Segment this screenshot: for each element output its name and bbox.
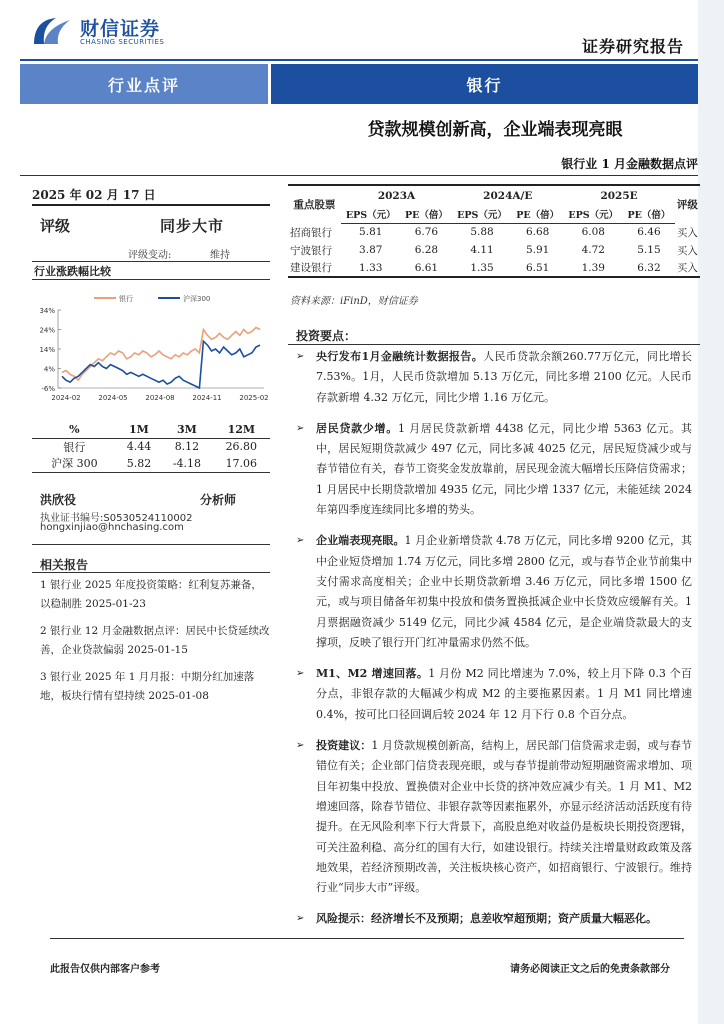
stock-name: 宁波银行 [290, 244, 332, 257]
table-row [288, 241, 700, 259]
point-keyword: 风险提示：经济增长不及预期；息差收窄超预期；资产质量大幅恶化。 [316, 912, 657, 926]
legend-label: 银行 [119, 295, 133, 303]
footer-left: 此报告仅供内部客户参考 [50, 964, 160, 975]
related-reports-title: 相关报告 [40, 558, 89, 572]
valuation-cell: 3.87 [359, 244, 383, 256]
investment-points [296, 347, 692, 941]
logo-name: 财信证券 [80, 18, 161, 40]
point-keyword: 央行发布1月金融统计数据报告。 [316, 350, 484, 363]
col-sub: PE（倍） [401, 205, 453, 223]
point-keyword: M1、M2 增速回落。 [316, 667, 429, 681]
valuation-cell: 6.32 [623, 259, 675, 277]
x-tick-label: 2024-08 [145, 394, 175, 402]
perf-header: % [32, 421, 117, 438]
related-report-link[interactable]: 2 银行业 12 月金融数据点评：居民中长贷延续改善，企业贷款偏弱 2025-01-15 [40, 625, 270, 656]
page-title: 贷款规模创新高，企业端表现亮眼 [367, 120, 623, 140]
investment-points-title: 投资要点： [296, 329, 357, 343]
perf-cell: 4.44 [126, 440, 152, 454]
investment-point [296, 664, 692, 725]
investment-point [296, 736, 692, 898]
footer-divider [50, 938, 684, 939]
related-reports-list [40, 576, 272, 714]
valuation-cell: 4.11 [470, 244, 494, 256]
col-year: 2023A [341, 185, 452, 205]
valuation-cell: 6.46 [637, 226, 661, 239]
col-year: 2025E [563, 185, 674, 205]
arrow-bullet-icon: ➢ [296, 422, 305, 434]
stock-rating: 买入 [676, 226, 698, 239]
point-text: 人民币贷款余额260.77万亿元，同比增长 7.53%。1月，人民币贷款增加 5.13 万亿元，同比多增 2100 亿元。人民币存款新增 4.32 万亿元，同比少增 1.16 万亿元。 [316, 350, 692, 404]
valuation-cell: 6.28 [414, 244, 439, 256]
footer-disclaimer: 请务必阅读正文之后的免责条款部分 [510, 964, 670, 975]
valuation-cell: 5.91 [525, 244, 550, 256]
valuation-table [288, 184, 700, 278]
date-divider [32, 204, 270, 206]
performance-label: 行业涨跌幅比较 [34, 265, 111, 278]
related-report-link[interactable]: 1 银行业 2025 年度投资策略：红利复苏兼备，以稳制胜 2025-01-23 [40, 579, 262, 610]
table-row [288, 223, 700, 241]
stock-rating: 买入 [675, 259, 700, 277]
valuation-cell: 6.61 [401, 259, 453, 277]
perf-cell: 26.80 [225, 440, 258, 454]
arrow-bullet-icon: ➢ [296, 351, 305, 362]
related-report-link[interactable]: 3 银行业 2025 年 1 月月报：中期分红加速落地，板块行情有望持续 2025-01-08 [40, 671, 255, 702]
report-type: 证券研究报告 [581, 37, 684, 56]
rating-value: 同步大市 [160, 217, 225, 235]
perf-cell: 5.82 [117, 455, 162, 472]
point-text: 1 月份 M2 同比增速为 7.0%，较上月下降 0.3 个百分点，非银存款的大幅减少构成 M2 的主要拖累因素。1 月 M1 同比增速 0.4%，按可比口径回调后较 2024 年 12 月下行 0.8 个百分点。 [316, 667, 692, 721]
valuation-cell: 6.76 [414, 226, 439, 239]
stock-rating: 买入 [676, 244, 698, 257]
point-text: 1 月居民贷款新增 4438 亿元，同比少增 5363 亿元。其中，居民短期贷款减少 497 亿元，同比多减 4025 亿元，居民短贷减少或与春节错位有关，春节工资奖金发放靠前，居民现金流大幅增长压降信贷需求；1 月居民中长期贷款增加 4935 亿元，同比少增 1337 亿元，未能延续 2024 年第四季度连续同比多增的势头。 [316, 421, 693, 517]
valuation-cell: 1.35 [452, 259, 512, 277]
y-tick-label: 4% [43, 365, 55, 374]
legend-label: 沪深300 [183, 295, 211, 303]
rating-label: 评级 [40, 217, 71, 235]
header-divider [20, 59, 698, 61]
col-rating: 评级 [675, 185, 700, 223]
investment-point [296, 347, 692, 408]
certificate-number: 执业证书编号:S0530524110002 [40, 513, 193, 524]
arrow-bullet-icon: ➢ [296, 535, 305, 547]
arrow-bullet-icon: ➢ [296, 740, 305, 752]
performance-table [32, 421, 270, 473]
analyst-name: 洪欣役 [40, 493, 77, 507]
analyst-email[interactable]: hongxinjiao@hnchasing.com [40, 522, 184, 533]
perf-cell: 8.12 [174, 440, 200, 454]
performance-chart [32, 282, 270, 408]
side-strip [698, 0, 724, 1024]
rating-change-value: 维持 [210, 250, 230, 261]
valuation-cell: 5.15 [637, 244, 661, 256]
stock-name: 建设银行 [288, 259, 341, 277]
col-sub: PE（倍） [512, 205, 564, 223]
analyst-role: 分析师 [200, 493, 237, 507]
industry-banner: 银行 [271, 64, 698, 104]
investment-point [296, 531, 692, 653]
point-keyword: 企业端表现亮眼。 [316, 534, 405, 548]
col-year: 2024A/E [452, 185, 563, 205]
valuation-cell: 6.08 [581, 226, 605, 239]
col-sub: PE（倍） [623, 205, 675, 223]
table-row [32, 455, 270, 472]
point-keyword: 投资建议： [316, 739, 372, 753]
valuation-cell: 1.39 [563, 259, 623, 277]
col-sub: EPS（元） [452, 205, 512, 223]
title-divider [20, 175, 698, 176]
rating-change-label: 评级变动: [128, 250, 172, 261]
x-tick-label: 2024-02 [51, 394, 81, 402]
page-subtitle: 银行业 1 月金融数据点评 [561, 157, 698, 171]
y-tick-label: 34% [39, 307, 55, 315]
valuation-cell: 1.33 [341, 259, 401, 277]
rating-divider [32, 261, 270, 262]
logo-name-en: CHASING SECURITIES [80, 38, 165, 46]
stock-name: 招商银行 [290, 226, 332, 239]
arrow-bullet-icon: ➢ [296, 913, 305, 925]
table-row [32, 438, 270, 455]
point-keyword: 居民贷款少增。 [316, 421, 398, 435]
related-divider [32, 572, 270, 573]
perf-cell: 沪深 300 [32, 455, 117, 472]
report-date: 2025 年 02 月 17 日 [32, 188, 156, 202]
table-row [288, 259, 700, 277]
perf-cell: 银行 [63, 440, 86, 454]
category-banner: 行业点评 [20, 64, 268, 104]
valuation-cell: 6.51 [512, 259, 564, 277]
point-text: 1 月企业新增贷款 4.78 万亿元，同比多增 9200 亿元，其中企业短贷增加 1.74 万亿元，同比多增 2800 亿元，或与春节企业节前集中支付需求高度相关；企业中长期贷款新增 3.46 万亿元，同比多增 1500 亿元，或与项目储备年初集中投放和债务置换抵减企业中长贷效应缓解有关。1 月票据融资减少 5149 亿元，同比少减 4584 亿元，是企业端贷款最大的支撑项，反映了银行开门红冲量需求仍然不低。 [316, 534, 693, 649]
perf-cell: 17.06 [213, 455, 270, 472]
perf-header: 1M [117, 421, 162, 438]
perf-cell: -4.18 [161, 455, 212, 472]
performance-divider [32, 279, 270, 280]
investment-point [296, 909, 692, 929]
arrow-bullet-icon: ➢ [296, 668, 305, 680]
analyst-divider [32, 544, 270, 545]
chasing-logo-icon [30, 14, 74, 50]
y-tick-label: 24% [39, 326, 55, 335]
perf-header: 12M [213, 421, 270, 438]
y-tick-label: 14% [39, 346, 55, 354]
y-tick-label: -6% [41, 385, 55, 393]
valuation-cell: 5.81 [359, 226, 383, 239]
valuation-cell: 5.88 [470, 226, 494, 239]
investment-point [296, 419, 692, 520]
table-source: 资料来源：iFinD，财信证券 [290, 296, 418, 307]
valuation-cell: 6.68 [525, 226, 550, 239]
perf-header: 3M [161, 421, 212, 438]
x-tick-label: 2025-02 [239, 394, 269, 402]
col-sub: EPS（元） [341, 205, 401, 223]
col-stock: 重点股票 [288, 185, 341, 223]
valuation-cell: 4.72 [581, 244, 605, 256]
col-sub: EPS（元） [563, 205, 623, 223]
x-tick-label: 2024-11 [192, 394, 222, 402]
series-line-csi300 [62, 341, 260, 388]
point-text: 1 月贷款规模创新高，结构上，居民部门信贷需求走弱，或与春节错位有关；企业部门信贷表现亮眼，或与春节提前带动短期融资需求增加、项目年初集中投放、置换债对企业中长贷的挤冲效应减少有关。1 月 M1、M2 增速回落，除春节错位、非银存款等因素拖累外，亦显示经济活动活跃度有待提升。在无风险利率下行大背景下，高股息绝对收益仍是板块长期投资逻辑，可关注盈利稳、高分红的国有大行，如建设银行。持续关注增量财政政策及落地效果，若经济预期改善，关注板块核心资产，如招商银行、宁波银行。维持行业“同步大市”评级。 [316, 739, 693, 895]
investment-divider [288, 344, 700, 345]
x-tick-label: 2024-05 [98, 394, 128, 402]
